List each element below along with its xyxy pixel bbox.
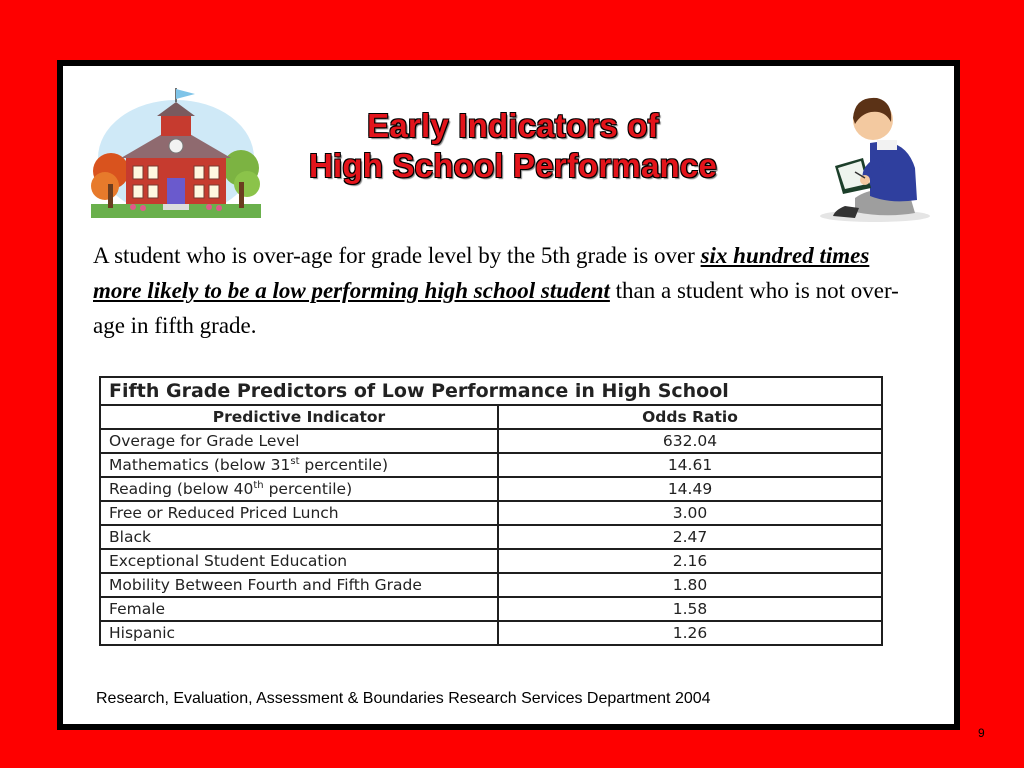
indicator-text: Free or Reduced Priced Lunch <box>109 504 339 522</box>
slide-title <box>253 106 773 186</box>
table-caption-row <box>100 377 882 405</box>
intro-emphasis: six hundred times more likely to be a low performing high school student <box>93 243 870 303</box>
table-header-row <box>100 405 882 429</box>
intro-paragraph <box>93 238 923 343</box>
indicator-cell <box>100 525 498 549</box>
indicator-cell <box>100 621 498 645</box>
indicator-cell <box>100 597 498 621</box>
indicator-text: Black <box>109 528 151 546</box>
slide <box>63 66 954 724</box>
table-row <box>100 597 882 621</box>
header-predictive-indicator: Predictive Indicator <box>100 405 498 429</box>
table-row <box>100 477 882 501</box>
odds-cell: 2.47 <box>498 525 882 549</box>
ordinal-suffix: st <box>290 455 300 467</box>
source-citation: Research, Evaluation, Assessment & Boundaries Research Services Department 2004 <box>96 690 711 707</box>
indicator-cell <box>100 501 498 525</box>
indicator-text: Hispanic <box>109 624 176 642</box>
table-row <box>100 573 882 597</box>
title-line-1: Early Indicators of <box>367 107 659 144</box>
indicator-text: Mobility Between Fourth and Fifth Grade <box>109 576 422 594</box>
indicator-suffix: percentile) <box>263 480 353 498</box>
odds-cell: 1.26 <box>498 621 882 645</box>
table-row <box>100 621 882 645</box>
table-row <box>100 549 882 573</box>
odds-cell: 1.58 <box>498 597 882 621</box>
reading-boy-icon <box>815 88 945 224</box>
odds-cell: 3.00 <box>498 501 882 525</box>
table-caption: Fifth Grade Predictors of Low Performance in High School <box>100 377 882 405</box>
odds-cell: 632.04 <box>498 429 882 453</box>
indicator-cell <box>100 477 498 501</box>
table-row <box>100 525 882 549</box>
table-row <box>100 501 882 525</box>
page-number: 9 <box>978 726 985 740</box>
intro-text-before: A student who is over-age for grade level by the 5th grade is over <box>93 243 701 268</box>
ordinal-suffix: th <box>253 479 264 491</box>
odds-cell: 1.80 <box>498 573 882 597</box>
indicator-cell <box>100 549 498 573</box>
intro-text-after: than a student who is not over-age in fifth grade. <box>93 278 899 338</box>
indicator-text: Reading (below 40 <box>109 480 254 498</box>
predictors-table-wrap <box>99 376 883 646</box>
odds-cell: 14.49 <box>498 477 882 501</box>
indicator-text: Female <box>109 600 166 618</box>
indicator-cell <box>100 573 498 597</box>
predictors-table <box>99 376 883 646</box>
indicator-text: Exceptional Student Education <box>109 552 348 570</box>
title-line-2: High School Performance <box>308 147 717 184</box>
indicator-text: Overage for Grade Level <box>109 432 300 450</box>
indicator-text: Mathematics (below 31 <box>109 456 291 474</box>
indicator-cell <box>100 429 498 453</box>
indicator-cell <box>100 453 498 477</box>
indicator-suffix: percentile) <box>299 456 388 474</box>
table-row <box>100 453 882 477</box>
odds-cell: 2.16 <box>498 549 882 573</box>
schoolhouse-icon <box>91 86 261 222</box>
table-row <box>100 429 882 453</box>
odds-cell: 14.61 <box>498 453 882 477</box>
header-odds-ratio: Odds Ratio <box>498 405 882 429</box>
